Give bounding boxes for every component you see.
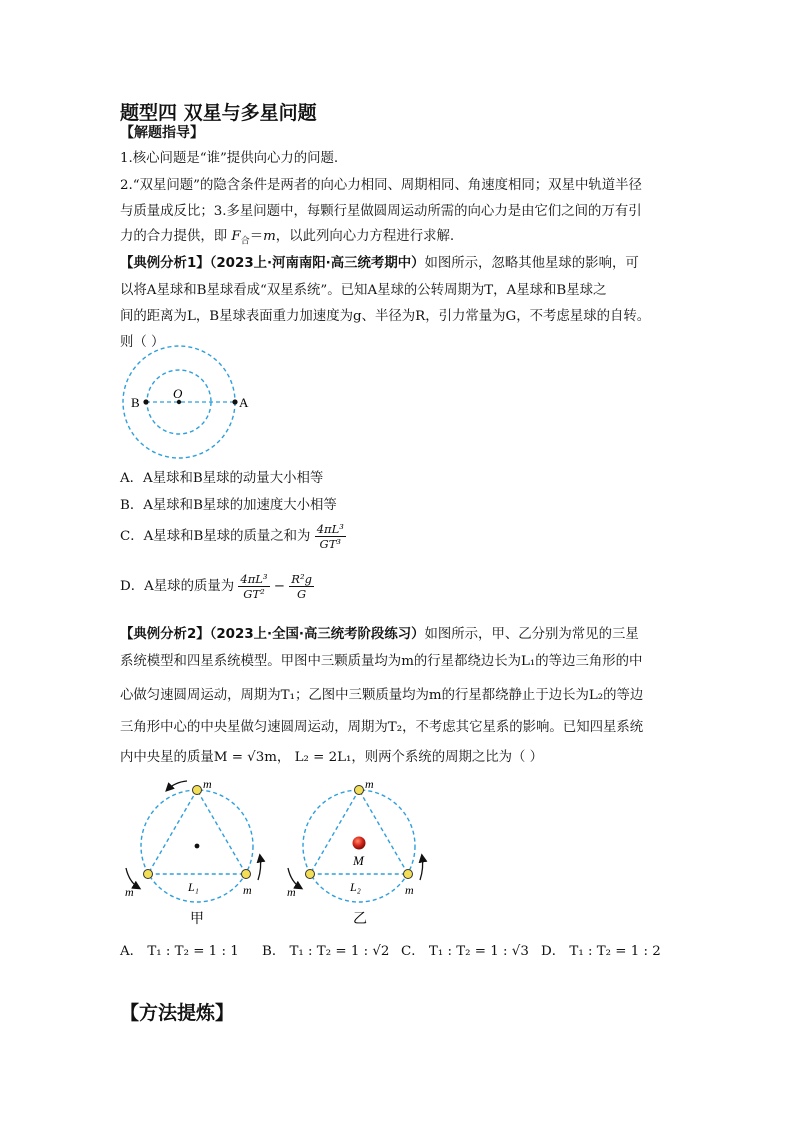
ex2-option-b: B． T₁ : T₂ = 1 : √2 [262,944,390,959]
planet-left [144,870,153,879]
caption-yi: 乙 [353,912,367,927]
planet-right [242,870,251,879]
force-symbol: F [231,229,241,244]
ex2-tag: 【典例分析2】 [120,627,210,642]
guide-line-4 [120,225,454,247]
ex2-line-4: 三角形中心的中央星做匀速圆周运动，周期为T₂，不考虑其它星系的影响。已知四星系统 [120,720,644,735]
arrow-right-2 [420,856,423,880]
mass-label-left-2: m [287,885,296,899]
option-d-numerator-2: R²g [291,572,312,586]
option-d-fraction-2 [289,572,314,601]
ex1-tag: 【典例分析1】 [120,256,210,271]
equals-sign: ＝ [249,229,264,244]
method-heading: 【方法提炼】 [120,1002,235,1024]
star-a-dot [232,399,237,404]
ex2-option-c: C． T₁ : T₂ = 1 : √3 [401,944,529,959]
option-d-denominator-1: GT² [243,587,265,601]
ex1-line-3: 间的距离为L，B星球表面重力加速度为g、半径为R，引力常量为G，不考虑星球的自转。 [120,309,651,324]
star-b-dot [143,399,148,404]
central-star [353,837,366,850]
guide-line-4-c: ，以此列向心力方程进行求解. [275,229,455,244]
side-label-l1: L₁ [188,880,199,894]
ex1-source: （2023上·河南南阳·高三统考期中） [209,256,425,271]
four-star-diagram [287,777,423,927]
ex2-line-1 [120,623,639,642]
caption-jia: 甲 [190,912,204,927]
mass-symbol: m [263,229,276,244]
label-a: A [239,395,249,410]
guide-line-3: 与质量成反比；3.多星问题中，每颗行星做圆周运动所需的向心力是由它们之间的万有引 [120,204,642,219]
ex2-line-5: 内中央星的质量M = √3m， L₂ = 2L₁，则两个系统的周期之比为（ ） [120,750,544,765]
arrow-top [167,781,187,790]
option-c-fraction [315,522,346,551]
arrow-right [258,856,261,880]
option-c-numerator: 4πL³ [316,522,344,536]
mass-label-right-2: m [405,883,414,897]
ex1-line-4: 则（ ） [120,335,165,350]
force-subscript: 合 [240,236,250,247]
option-c-denominator: GT³ [319,537,342,551]
mass-label-left: m [125,885,134,899]
side-label-l2: L₂ [350,880,361,894]
guide-line-1: 1.核心问题是“谁”提供向心力的问题. [120,151,339,166]
central-mass-label: M [353,853,364,868]
ex1-option-c-prefix: C．A星球和B星球的质量之和为 [120,529,311,544]
mass-label-top: m [203,777,212,791]
label-b: B [131,395,140,410]
option-d-minus: − [273,579,286,594]
page-title: 题型四 双星与多星问题 [120,102,317,124]
binary-star-figure [112,345,262,460]
label-o: O [173,386,183,401]
guide-line-4-a: 力的合力提供，即 [120,229,228,244]
mass-label-right: m [243,883,252,897]
ex2-line-3: 心做匀速圆周运动，周期为T₁；乙图中三颗质量均为m的行星都绕静止于边长为L₂的等边 [120,688,644,703]
ex2-line-2: 系统模型和四星系统模型。甲图中三颗质量均为m的行星都绕边长为L₁的等边三角形的中 [120,654,643,669]
three-star-diagram [125,777,261,927]
ex1-line-2: 以将A星球和B星球看成“双星系统”。已知A星球的公转周期为T，A星球和B星球之 [120,283,607,298]
ex1-option-a: A．A星球和B星球的动量大小相等 [120,471,324,486]
center-dot [195,844,200,849]
option-d-numerator-1: 4πL³ [240,572,268,586]
planet-top [193,786,202,795]
ex2-source: （2023上·全国·高三统考阶段练习） [209,627,425,642]
ex1-option-d-prefix: D．A星球的质量为 [120,579,235,594]
mass-label-top-2: m [365,777,374,791]
ex1-option-d [120,572,314,601]
ex2-option-a: A． T₁ : T₂ = 1 : 1 [120,944,239,959]
ex1-option-c [120,522,346,551]
planet-left-2 [306,870,315,879]
three-four-star-figure [115,770,445,935]
planet-right-2 [404,870,413,879]
guide-heading: 【解题指导】 [120,125,204,141]
ex1-option-b: B．A星球和B星球的加速度大小相等 [120,498,337,513]
planet-top-2 [355,786,364,795]
ex2-line-1-rest: 如图所示，甲、乙分别为常见的三星 [424,627,639,642]
option-d-fraction-1 [238,572,269,601]
ex2-option-d: D． T₁ : T₂ = 1 : 2 [541,944,661,959]
ex1-line-1-rest: 如图所示，忽略其他星球的影响，可 [424,256,639,271]
ex1-line-1 [120,252,639,271]
guide-line-2: 2.“双星问题”的隐含条件是两者的向心力相同、周期相同、角速度相同；双星中轨道半径 [120,178,642,193]
option-d-denominator-2: G [297,587,307,601]
